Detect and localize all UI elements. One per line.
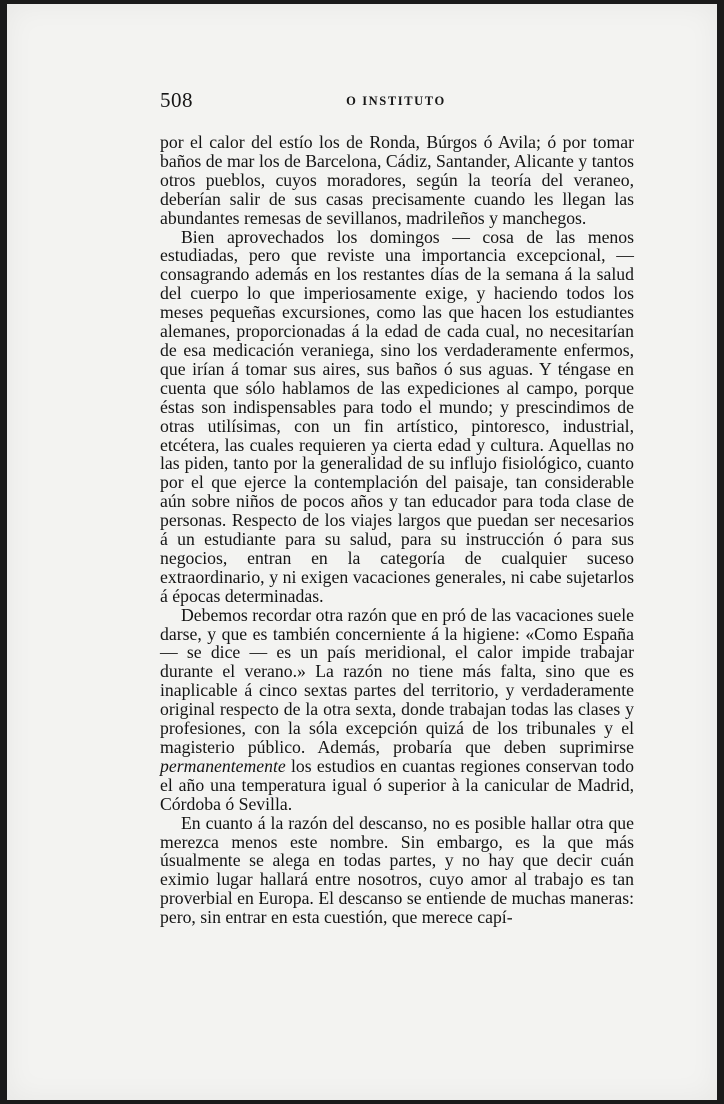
book-page bbox=[7, 4, 717, 1100]
page-header bbox=[157, 88, 635, 112]
page-number: 508 bbox=[160, 88, 193, 112]
paragraph-4 bbox=[160, 814, 634, 927]
paragraph-2 bbox=[160, 228, 634, 606]
paragraph-1 bbox=[160, 133, 634, 228]
paragraph-text: Debemos recordar otra razón que en pró de las vacaciones suele darse, y que es también concerniente á la higiene: «Como España — se dice — es un país meridional, el calor impide trabajar durante el verano.» La razón no tiene más falta, sino que es inaplicable á cinco sextas partes del territorio, y verdaderamente original respecto de la otra sexta, donde trabajan todas las clases y profesiones, con la sóla excepción quizá de los tribunales y el magisterio público. Además, probaría que deben suprimirse bbox=[160, 604, 634, 757]
running-title: O INSTITUTO bbox=[346, 94, 446, 108]
paragraph-text: En cuanto á la razón del descanso, no es posible hallar otra que merezca menos este nombre. Sin embargo, es la que más úsualmente se alega en todas partes, y no hay que decir cuán eximio lugar hallará entre nosotros, cuyo amor al trabajo es tan proverbial en Europa. El descanso se entiende de muchas maneras: pero, sin entrar en esta cuestión, que merece capí- bbox=[160, 812, 634, 928]
paragraph-3 bbox=[160, 606, 634, 814]
paragraph-text: Bien aprovechados los domingos — cosa de las menos estudiadas, pero que reviste una importancia excepcional, — consagrando además en los restantes días de la semana á la salud del cuerpo lo que imperiosamente exige, y haciendo todos los meses pequeñas excursiones, como las que hacen los estudiantes alemanes, proporcionadas á la edad de cada cual, no necesitarían de esa medicación veraniega, sino los verdaderamente enfermos, que irían á tomar sus aires, sus baños ó sus aguas. Y téngase en cuenta que sólo hablamos de las expediciones al campo, porque éstas son indispensables para todo el mundo; y prescindimos de otras utilísimas, con un fin artístico, pintoresco, industrial, etcétera, las cuales requieren ya cierta edad y cultura. Aquellas no las piden, tanto por la generalidad de su influjo fisiológico, cuanto por el que ejerce la contemplación del paisaje, tan considerable aún sobre niños de pocos años y tan educador para toda clase de personas. Respecto de los viajes largos que puedan ser necesarios á un estudiante para su salud, para su instrucción ó para sus negocios, entran en la categoría de cualquier suceso extraordinario, y ni exigen vacaciones generales, ni cabe sujetarlos á épocas determinadas. bbox=[160, 226, 634, 606]
italic-emphasis: permanentemente bbox=[160, 755, 286, 776]
paragraph-text: por el calor del estío los de Ronda, Búrgos ó Avila; ó por tomar baños de mar los de Barcelona, Cádiz, Santander, Alicante y tantos otros pueblos, cuyos moradores, según la teoría del veraneo, deberían salir de sus casas precisamente cuando les llegan las abundantes remesas de sevillanos, madrileños y manchegos. bbox=[160, 132, 634, 228]
paragraph-text: los estudios en cuantas regiones conservan todo el año una temperatura igual ó superior à la canicular de Madrid, Córdoba ó Sevilla. bbox=[160, 755, 634, 814]
body-text bbox=[160, 133, 634, 927]
